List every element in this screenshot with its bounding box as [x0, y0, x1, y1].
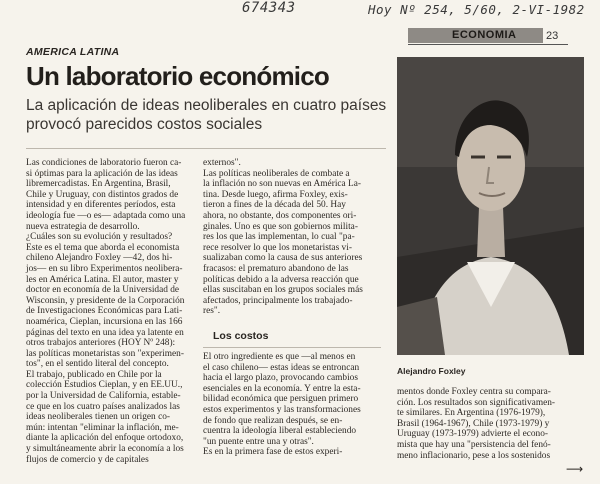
text-line: rece resolver lo que los monetaristas vi-	[203, 242, 352, 253]
text-line: el caso chileno— estas ideas se entroncan	[203, 362, 360, 373]
handwritten-source-note: Hoy Nº 254, 5/60, 2-VI-1982	[368, 2, 585, 17]
handwritten-archive-number: 674343	[242, 0, 296, 16]
text-line: estos experimentos y las transformaciones	[203, 404, 361, 415]
text-line: sualizaban como la causa de sus anteriores	[203, 253, 363, 264]
text-line: tieron a fines de la década del 50. Hay	[203, 200, 346, 211]
subheadline-line: provocó parecidos costos sociales	[26, 116, 263, 133]
text-line: colección Estudios Cieplan, y en EE.UU.,	[26, 380, 183, 391]
text-line: ellas suscitaban en los grupos sociales más	[203, 285, 363, 296]
text-line: Las condiciones de laboratorio fueron ca-	[26, 158, 182, 168]
text-line: bilidad económica que persiguen primero	[203, 394, 359, 405]
portrait-image	[397, 57, 584, 355]
text-line: te similares. En Argentina (1976-1979),	[397, 408, 546, 419]
text-line: Wisconsin, y presidente de la Corporación	[26, 295, 185, 306]
text-line: otros trabajos anteriores (HOY Nº 248):	[26, 338, 176, 349]
text-line: de Investigaciones Económicas para Lati-	[26, 306, 183, 317]
column-2-top	[203, 158, 381, 317]
text-line: Es en la primera fase de estos experi-	[203, 447, 343, 458]
subheadline-line: La aplicación de ideas neoliberales en cuatro países	[26, 97, 387, 114]
headline: Un laboratorio económico	[26, 61, 329, 91]
text-line: tos", en el sentido literal del concepto.	[26, 359, 169, 370]
text-line: y simultáneamente abrir la economía a los	[26, 444, 184, 455]
text-line: libremercadistas. En Argentina, Brasil,	[26, 179, 171, 190]
text-line: hacia el largo plazo, provocando cambios	[203, 373, 358, 384]
article-column-2	[203, 158, 381, 317]
text-line: flujos de comercio y de capitales	[26, 454, 149, 465]
text-line: ideología fue —o es— adaptada como una	[26, 210, 186, 221]
text-line: nueva estrategia de desarrollo.	[26, 221, 140, 232]
article-column-2-continued	[203, 352, 381, 458]
text-line: diante la aplicación del enfoque ortodoxo,	[26, 433, 184, 444]
text-line: Uruguay (1973-1979) advierte el econo-	[397, 429, 549, 440]
section-heading-rule	[203, 347, 381, 348]
text-line: externos".	[203, 158, 241, 168]
portrait-photo	[397, 57, 584, 355]
text-line: El otro ingrediente es que —al menos en	[203, 352, 356, 362]
text-line: ahora, no obstante, dos componentes ori-	[203, 210, 357, 221]
text-line: por la Universidad de California, estable-	[26, 391, 181, 402]
section-bar	[408, 28, 543, 43]
section-name: ECONOMIA	[452, 29, 517, 41]
text-line: res los que las implementan, lo cual "pa-	[203, 232, 355, 243]
text-line: noamérica, Cieplan, incursiona en las 166	[26, 316, 183, 327]
text-line: mún: intentan "eliminar la inflación, me-	[26, 422, 179, 433]
text-line: páginas del texto en una idea ya latente en	[26, 327, 184, 338]
text-line: les en América Latina. El autor, master y	[26, 274, 179, 285]
text-line: El trabajo, publicado en Chile por la	[26, 369, 162, 380]
text-line: Brasil (1964-1967), Chile (1973-1979) y	[397, 418, 550, 429]
text-line: tina. Desde luego, afirma Foxley, exis-	[203, 189, 348, 200]
text-line: afectados, principalmente los trabajado-	[203, 295, 353, 306]
text-line: chileno Alejandro Foxley —42, dos hi-	[26, 253, 173, 264]
text-line: esenciales en la economía. Y entre la esta-	[203, 383, 361, 394]
text-line: jos— en su libro Experimentos neolibera-	[26, 263, 183, 274]
photo-caption: Alejandro Foxley	[397, 366, 466, 376]
page-number: 23	[546, 30, 559, 42]
article-column-3	[397, 387, 582, 461]
text-line: ideas neoliberales tienen un origen co-	[26, 412, 170, 423]
subheadline	[26, 96, 386, 134]
text-line: Chile y Uruguay, con distintos grados de	[26, 189, 179, 200]
text-line: "un puente entre una y otras".	[203, 436, 314, 447]
text-line: Este es el tema que aborda el economista	[26, 242, 180, 253]
kicker: AMERICA LATINA	[26, 46, 120, 58]
text-line: las políticas monetaristas son "experimen-	[26, 348, 184, 359]
text-line: ginales. Uno es que son gobiernos milita-	[203, 221, 358, 232]
text-line: doctor en economía de la Universidad de	[26, 285, 180, 296]
text-line: ción. Los resultados son significativamen-	[397, 397, 556, 408]
continue-arrow-icon: ⟶	[566, 462, 584, 476]
text-line: de fondo que realizan después, se en-	[203, 415, 343, 426]
text-line: res".	[203, 306, 221, 317]
text-line: mista que hay una "persistencia del fenó-	[397, 439, 551, 450]
text-line: intensidad y en diferentes períodos, esta	[26, 200, 176, 211]
text-line: la inflación no son nuevas en América La-	[203, 179, 362, 190]
text-line: fracasos: el prematuro abandono de las	[203, 263, 349, 274]
text-line: ce que en los cuatro países analizados las	[26, 401, 180, 412]
section-rule	[408, 44, 568, 45]
headline-rule	[26, 148, 386, 149]
text-line: ¿Cuáles son su evolución y resultados?	[26, 232, 173, 243]
text-line: Las políticas neoliberales de combate a	[203, 168, 350, 179]
section-heading-costos: Los costos	[213, 330, 269, 342]
article-column-1	[26, 158, 198, 465]
text-line: cuentra la ideología liberal estableciendo	[203, 426, 357, 437]
text-line: políticas debido a la adversa reacción que	[203, 274, 359, 285]
text-line: mentos donde Foxley centra su compara-	[397, 387, 551, 397]
text-line: meno inflacionario, pese a los sostenidos	[397, 450, 551, 461]
text-line: si óptimas para la aplicación de las ideas	[26, 168, 178, 179]
